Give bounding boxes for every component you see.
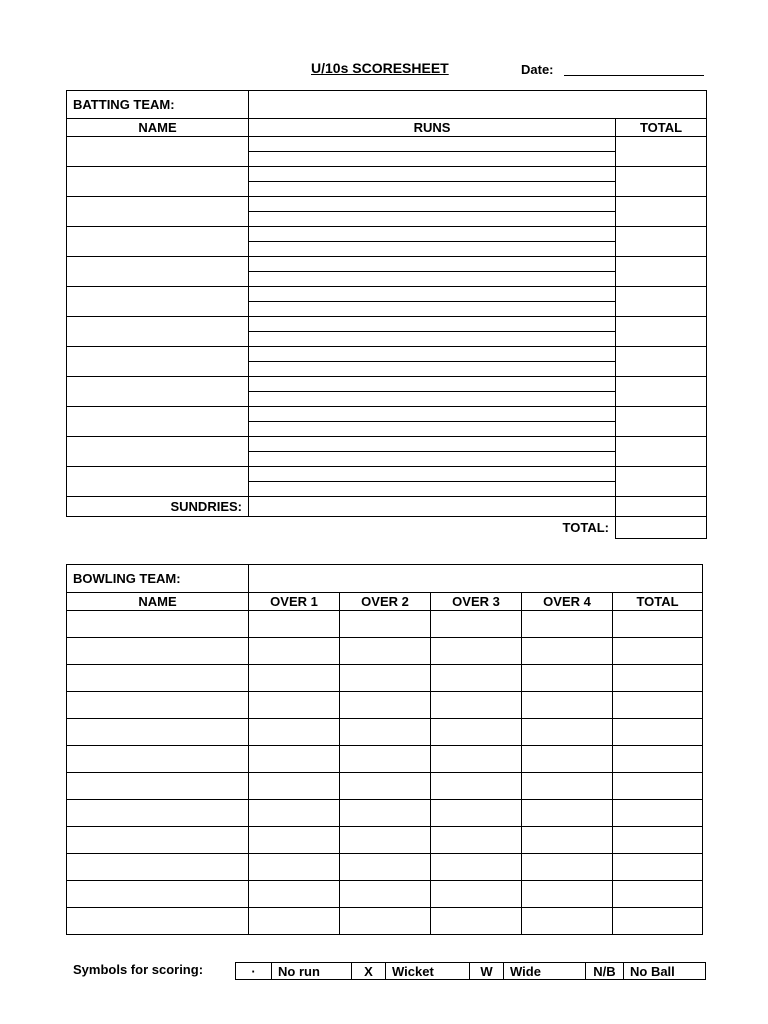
batting-col-runs: RUNS <box>249 119 616 137</box>
over4-cell[interactable] <box>522 638 613 665</box>
batter-name-cell[interactable] <box>67 407 249 437</box>
bowler-total-cell[interactable] <box>613 692 703 719</box>
batter-name-cell[interactable] <box>67 467 249 497</box>
bowler-total-cell[interactable] <box>613 881 703 908</box>
over4-cell[interactable] <box>522 854 613 881</box>
over3-cell[interactable] <box>431 773 522 800</box>
runs-line[interactable] <box>249 407 616 422</box>
over4-cell[interactable] <box>522 746 613 773</box>
batting-row <box>67 347 707 362</box>
batting-total-field[interactable] <box>616 517 707 539</box>
batting-rows <box>67 137 707 497</box>
batting-row <box>67 197 707 212</box>
bowling-row <box>67 611 703 638</box>
bowler-total-cell[interactable] <box>613 773 703 800</box>
over2-cell[interactable] <box>340 854 431 881</box>
bowler-total-cell[interactable] <box>613 827 703 854</box>
over1-cell[interactable] <box>249 692 340 719</box>
over3-cell[interactable] <box>431 719 522 746</box>
batter-name-cell[interactable] <box>67 287 249 317</box>
runs-line[interactable] <box>249 167 616 182</box>
over2-cell[interactable] <box>340 611 431 638</box>
batting-team-label: BATTING TEAM: <box>67 91 249 119</box>
batter-total-cell[interactable] <box>616 287 707 317</box>
over3-cell[interactable] <box>431 611 522 638</box>
bowling-row <box>67 827 703 854</box>
bowling-row <box>67 746 703 773</box>
bowler-total-cell[interactable] <box>613 719 703 746</box>
runs-line[interactable] <box>249 482 616 497</box>
bowling-rows <box>67 611 703 935</box>
batter-name-cell[interactable] <box>67 437 249 467</box>
bowler-name-cell[interactable] <box>67 854 249 881</box>
over4-cell[interactable] <box>522 800 613 827</box>
batting-row <box>67 227 707 242</box>
over1-cell[interactable] <box>249 881 340 908</box>
batter-total-cell[interactable] <box>616 407 707 437</box>
bowler-total-cell[interactable] <box>613 611 703 638</box>
batter-name-cell[interactable] <box>67 377 249 407</box>
bowler-total-cell[interactable] <box>613 854 703 881</box>
runs-line[interactable] <box>249 272 616 287</box>
over2-cell[interactable] <box>340 908 431 935</box>
symbol-noball: N/B <box>586 963 624 980</box>
batter-name-cell[interactable] <box>67 227 249 257</box>
over1-cell[interactable] <box>249 827 340 854</box>
bowling-row <box>67 638 703 665</box>
bowling-col-over4: OVER 4 <box>522 593 613 611</box>
over1-cell[interactable] <box>249 773 340 800</box>
runs-line[interactable] <box>249 347 616 362</box>
over1-cell[interactable] <box>249 611 340 638</box>
batter-total-cell[interactable] <box>616 377 707 407</box>
over1-cell[interactable] <box>249 638 340 665</box>
runs-line[interactable] <box>249 317 616 332</box>
runs-line[interactable] <box>249 362 616 377</box>
symbol-wicket-meaning: Wicket <box>386 963 470 980</box>
over4-cell[interactable] <box>522 611 613 638</box>
bowling-col-total: TOTAL <box>613 593 703 611</box>
symbol-norun: · <box>236 963 272 980</box>
bowling-row <box>67 773 703 800</box>
sundries-label: SUNDRIES: <box>67 497 249 517</box>
symbol-wide: W <box>470 963 504 980</box>
batter-name-cell[interactable] <box>67 137 249 167</box>
date-label: Date: <box>521 62 554 77</box>
runs-line[interactable] <box>249 137 616 152</box>
runs-line[interactable] <box>249 242 616 257</box>
bowling-row <box>67 854 703 881</box>
bowler-name-cell[interactable] <box>67 827 249 854</box>
bowling-row <box>67 665 703 692</box>
bowling-col-over3: OVER 3 <box>431 593 522 611</box>
runs-line[interactable] <box>249 437 616 452</box>
bowler-name-cell[interactable] <box>67 773 249 800</box>
symbols-label: Symbols for scoring: <box>73 962 204 977</box>
bowler-name-cell[interactable] <box>67 719 249 746</box>
over4-cell[interactable] <box>522 665 613 692</box>
batting-row <box>67 317 707 332</box>
batter-name-cell[interactable] <box>67 317 249 347</box>
bowler-name-cell[interactable] <box>67 746 249 773</box>
over4-cell[interactable] <box>522 719 613 746</box>
bowling-row <box>67 881 703 908</box>
over2-cell[interactable] <box>340 638 431 665</box>
over1-cell[interactable] <box>249 800 340 827</box>
batting-row <box>67 287 707 302</box>
symbol-wide-meaning: Wide <box>504 963 586 980</box>
over1-cell[interactable] <box>249 908 340 935</box>
over4-cell[interactable] <box>522 908 613 935</box>
runs-line[interactable] <box>249 257 616 272</box>
runs-line[interactable] <box>249 152 616 167</box>
over1-cell[interactable] <box>249 854 340 881</box>
over3-cell[interactable] <box>431 692 522 719</box>
runs-line[interactable] <box>249 302 616 317</box>
sundries-field[interactable] <box>249 497 616 517</box>
over2-cell[interactable] <box>340 719 431 746</box>
runs-line[interactable] <box>249 392 616 407</box>
bowling-row <box>67 800 703 827</box>
over4-cell[interactable] <box>522 692 613 719</box>
runs-line[interactable] <box>249 212 616 227</box>
runs-line[interactable] <box>249 467 616 482</box>
symbol-wicket: X <box>352 963 386 980</box>
over2-cell[interactable] <box>340 773 431 800</box>
bowler-name-cell[interactable] <box>67 611 249 638</box>
batter-name-cell[interactable] <box>67 257 249 287</box>
bowler-name-cell[interactable] <box>67 908 249 935</box>
batter-total-cell[interactable] <box>616 317 707 347</box>
symbols-legend <box>235 962 706 980</box>
batting-row <box>67 257 707 272</box>
batter-total-cell[interactable] <box>616 257 707 287</box>
bowling-team-label: BOWLING TEAM: <box>67 565 249 593</box>
bowler-total-cell[interactable] <box>613 665 703 692</box>
batter-name-cell[interactable] <box>67 167 249 197</box>
over3-cell[interactable] <box>431 908 522 935</box>
over3-cell[interactable] <box>431 638 522 665</box>
batter-total-cell[interactable] <box>616 227 707 257</box>
over1-cell[interactable] <box>249 719 340 746</box>
over4-cell[interactable] <box>522 827 613 854</box>
over3-cell[interactable] <box>431 800 522 827</box>
over3-cell[interactable] <box>431 854 522 881</box>
bowling-col-name: NAME <box>67 593 249 611</box>
batting-row <box>67 437 707 452</box>
symbol-norun-meaning: No run <box>272 963 352 980</box>
over3-cell[interactable] <box>431 746 522 773</box>
bowler-total-cell[interactable] <box>613 800 703 827</box>
bowling-row <box>67 692 703 719</box>
runs-line[interactable] <box>249 227 616 242</box>
batter-total-cell[interactable] <box>616 137 707 167</box>
batter-total-cell[interactable] <box>616 437 707 467</box>
runs-line[interactable] <box>249 182 616 197</box>
over4-cell[interactable] <box>522 881 613 908</box>
over2-cell[interactable] <box>340 881 431 908</box>
over4-cell[interactable] <box>522 773 613 800</box>
bowler-name-cell[interactable] <box>67 800 249 827</box>
spacer <box>67 517 249 539</box>
batter-total-cell[interactable] <box>616 347 707 377</box>
batting-row <box>67 137 707 152</box>
batting-row <box>67 377 707 392</box>
bowling-team-field[interactable] <box>249 565 703 593</box>
over3-cell[interactable] <box>431 665 522 692</box>
batting-row <box>67 167 707 182</box>
page-title: U/10s SCORESHEET <box>311 60 449 76</box>
bowler-total-cell[interactable] <box>613 638 703 665</box>
batter-total-cell[interactable] <box>616 167 707 197</box>
sundries-total[interactable] <box>616 497 707 517</box>
bowling-row <box>67 908 703 935</box>
bowler-name-cell[interactable] <box>67 692 249 719</box>
runs-line[interactable] <box>249 422 616 437</box>
batting-row <box>67 407 707 422</box>
over3-cell[interactable] <box>431 881 522 908</box>
bowling-row <box>67 719 703 746</box>
over2-cell[interactable] <box>340 692 431 719</box>
date-field[interactable] <box>564 75 704 76</box>
over2-cell[interactable] <box>340 800 431 827</box>
batting-total-label: TOTAL: <box>249 517 616 539</box>
over3-cell[interactable] <box>431 827 522 854</box>
batter-name-cell[interactable] <box>67 347 249 377</box>
bowler-name-cell[interactable] <box>67 638 249 665</box>
over2-cell[interactable] <box>340 665 431 692</box>
bowler-total-cell[interactable] <box>613 746 703 773</box>
runs-line[interactable] <box>249 287 616 302</box>
over2-cell[interactable] <box>340 746 431 773</box>
batting-col-name: NAME <box>67 119 249 137</box>
bowling-col-over2: OVER 2 <box>340 593 431 611</box>
batter-total-cell[interactable] <box>616 197 707 227</box>
bowler-name-cell[interactable] <box>67 665 249 692</box>
batting-row <box>67 467 707 482</box>
bowler-total-cell[interactable] <box>613 908 703 935</box>
over2-cell[interactable] <box>340 827 431 854</box>
batting-team-field[interactable] <box>249 91 707 119</box>
batter-total-cell[interactable] <box>616 467 707 497</box>
runs-line[interactable] <box>249 452 616 467</box>
over1-cell[interactable] <box>249 665 340 692</box>
batter-name-cell[interactable] <box>67 197 249 227</box>
symbol-noball-meaning: No Ball <box>624 963 706 980</box>
batting-table <box>66 90 707 539</box>
runs-line[interactable] <box>249 377 616 392</box>
runs-line[interactable] <box>249 332 616 347</box>
over1-cell[interactable] <box>249 746 340 773</box>
runs-line[interactable] <box>249 197 616 212</box>
bowling-col-over1: OVER 1 <box>249 593 340 611</box>
batting-col-total: TOTAL <box>616 119 707 137</box>
bowling-table <box>66 564 703 935</box>
bowler-name-cell[interactable] <box>67 881 249 908</box>
